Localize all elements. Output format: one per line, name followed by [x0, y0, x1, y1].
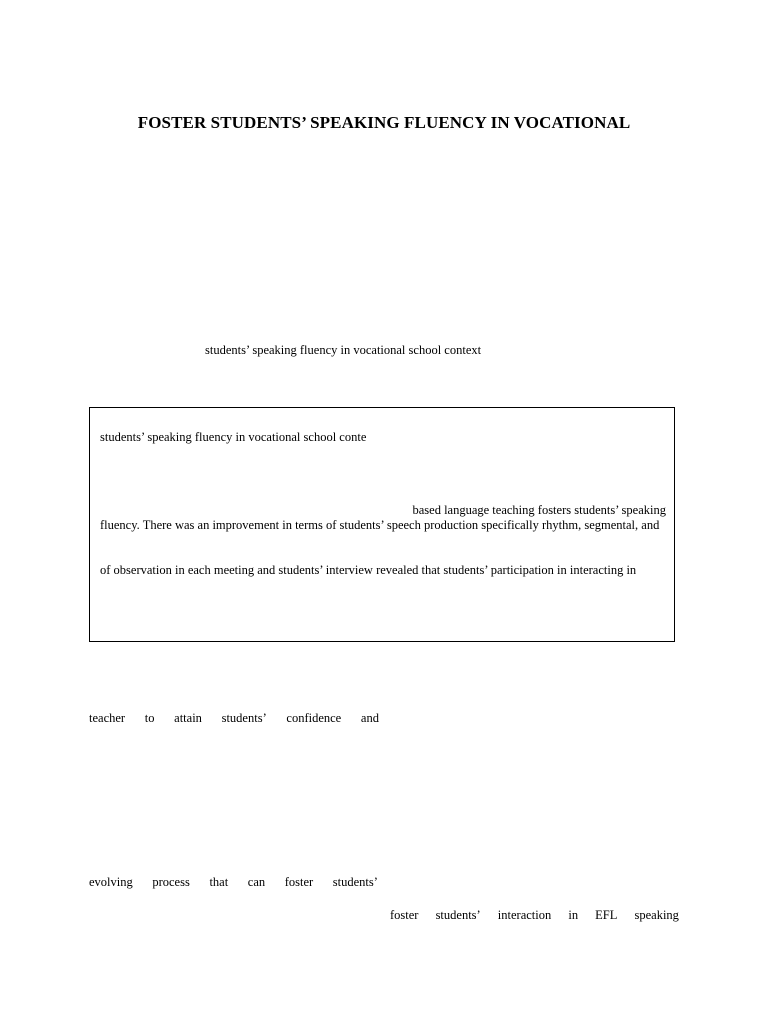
abstract-line-1: students’ speaking fluency in vocational school conte	[100, 430, 367, 444]
word: foster	[390, 908, 419, 922]
word: to	[144, 711, 155, 725]
abstract-line-3: fluency. There was an improvement in terms of students’ speech production specifically rhythm, segmental, and	[100, 518, 660, 532]
word: students’	[435, 908, 481, 922]
paper-title: FOSTER STUDENTS’ SPEAKING FLUENCY IN VOCATIONAL	[137, 113, 631, 132]
word: students’	[221, 711, 267, 725]
word: evolving	[89, 875, 133, 889]
abstract-box	[89, 407, 675, 642]
word: foster	[284, 875, 314, 889]
word: interaction	[497, 908, 552, 922]
abstract-line-2: based language teaching fosters students’ speaking	[412, 503, 666, 517]
word: teacher	[89, 711, 126, 725]
word: students’	[332, 875, 378, 889]
word: that	[209, 875, 229, 889]
subtitle-line: students’ speaking fluency in vocational school context	[205, 343, 482, 357]
body-line-1	[89, 710, 379, 726]
abstract-line-4: of observation in each meeting and students’ interview revealed that students’ participation in interacting in	[100, 563, 637, 577]
body-line-2	[89, 874, 378, 890]
word: confidence	[286, 711, 342, 725]
word: attain	[174, 711, 202, 725]
word: and	[360, 711, 379, 725]
word: EFL	[595, 908, 618, 922]
word: in	[568, 908, 579, 922]
word: process	[152, 875, 190, 889]
body-line-3	[390, 907, 679, 923]
word: speaking	[634, 908, 679, 922]
word: can	[247, 875, 266, 889]
